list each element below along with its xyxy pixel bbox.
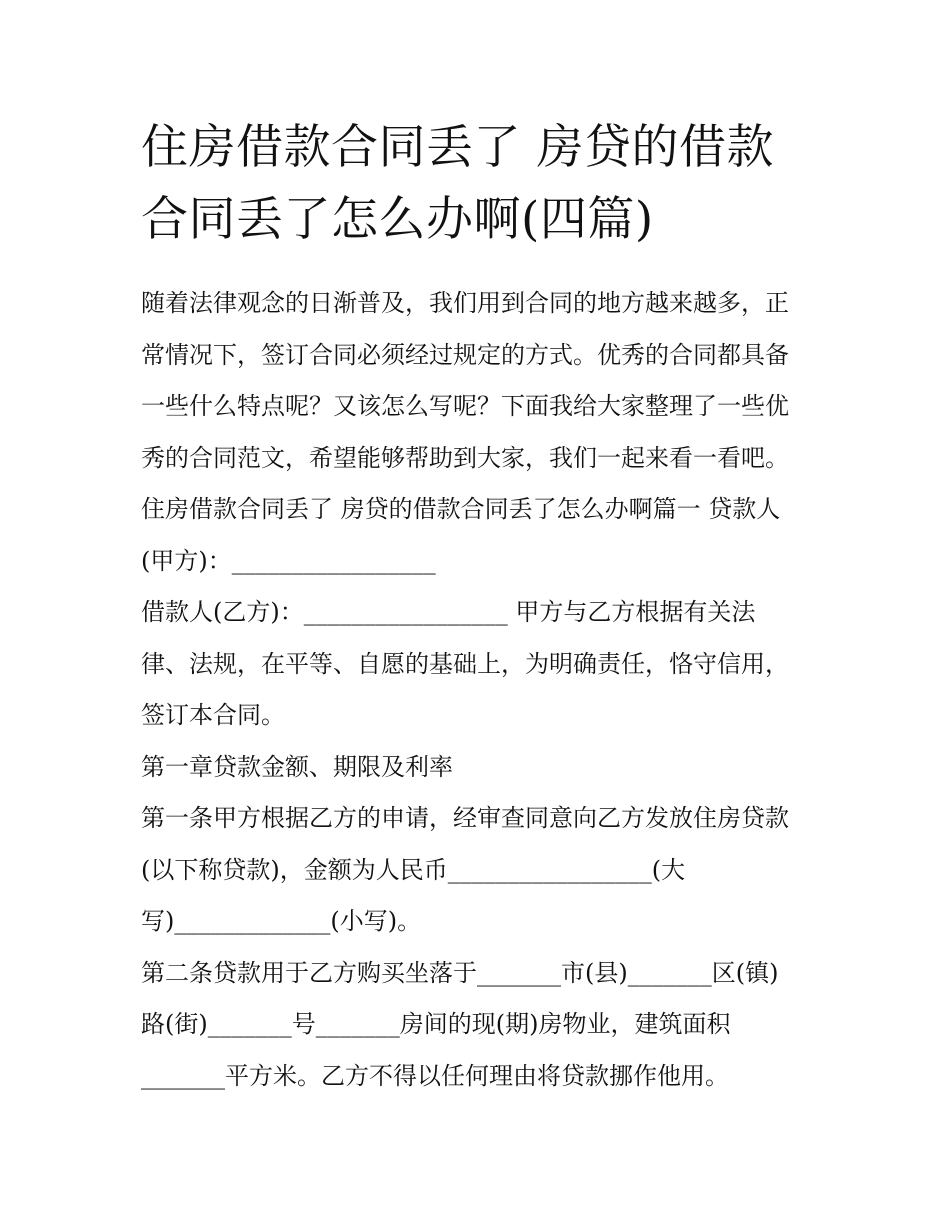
document-title xyxy=(141,112,821,256)
article-two-line-2: 路(街)_______号_______房间的现(期)房物业，建筑面积 xyxy=(141,1010,731,1038)
borrower-field-line: 借款人(乙方)：_________________ 甲方与乙方根据有关法 xyxy=(141,598,756,626)
article-two-line-3: _______平方米。乙方不得以任何理由将贷款挪作他用。 xyxy=(141,1061,729,1090)
intro-line-3: 一些什么特点呢？又该怎么写呢？下面我给大家整理了一些优 xyxy=(141,392,789,420)
lender-field-line: (甲方)：_________________ xyxy=(141,546,436,575)
title-line-2: 合同丢了怎么办啊(四篇) xyxy=(141,192,654,247)
document-page xyxy=(141,112,821,1102)
agreement-line-2: 签订本合同。 xyxy=(141,701,285,729)
intro-line-1: 随着法律观念的日渐普及，我们用到合同的地方越来越多，正 xyxy=(141,289,789,317)
title-line-1: 住房借款合同丢了 房贷的借款 xyxy=(141,120,774,175)
intro-line-4: 秀的合同范文，希望能够帮助到大家，我们一起来看一看吧。 xyxy=(141,443,789,472)
chapter-heading: 第一章贷款金额、期限及利率 xyxy=(141,752,453,781)
intro-line-2: 常情况下，签订合同必须经过规定的方式。优秀的合同都具备 xyxy=(141,340,789,369)
article-two-line-1: 第二条贷款用于乙方购买坐落于_______市(县)_______区(镇) xyxy=(141,958,779,987)
document-body xyxy=(141,278,821,1102)
article-one-line-1: 第一条甲方根据乙方的申请，经审查同意向乙方发放住房贷款 xyxy=(141,804,789,832)
agreement-line-1: 律、法规，在平等、自愿的基础上，为明确责任，恪守信用， xyxy=(141,649,789,678)
article-one-line-2: (以下称贷款)，金额为人民币_________________(大 xyxy=(141,855,686,884)
section-heading-line: 住房借款合同丢了 房贷的借款合同丢了怎么办啊篇一 贷款人 xyxy=(141,495,781,523)
article-one-line-3: 写)_____________(小写)。 xyxy=(141,907,422,935)
